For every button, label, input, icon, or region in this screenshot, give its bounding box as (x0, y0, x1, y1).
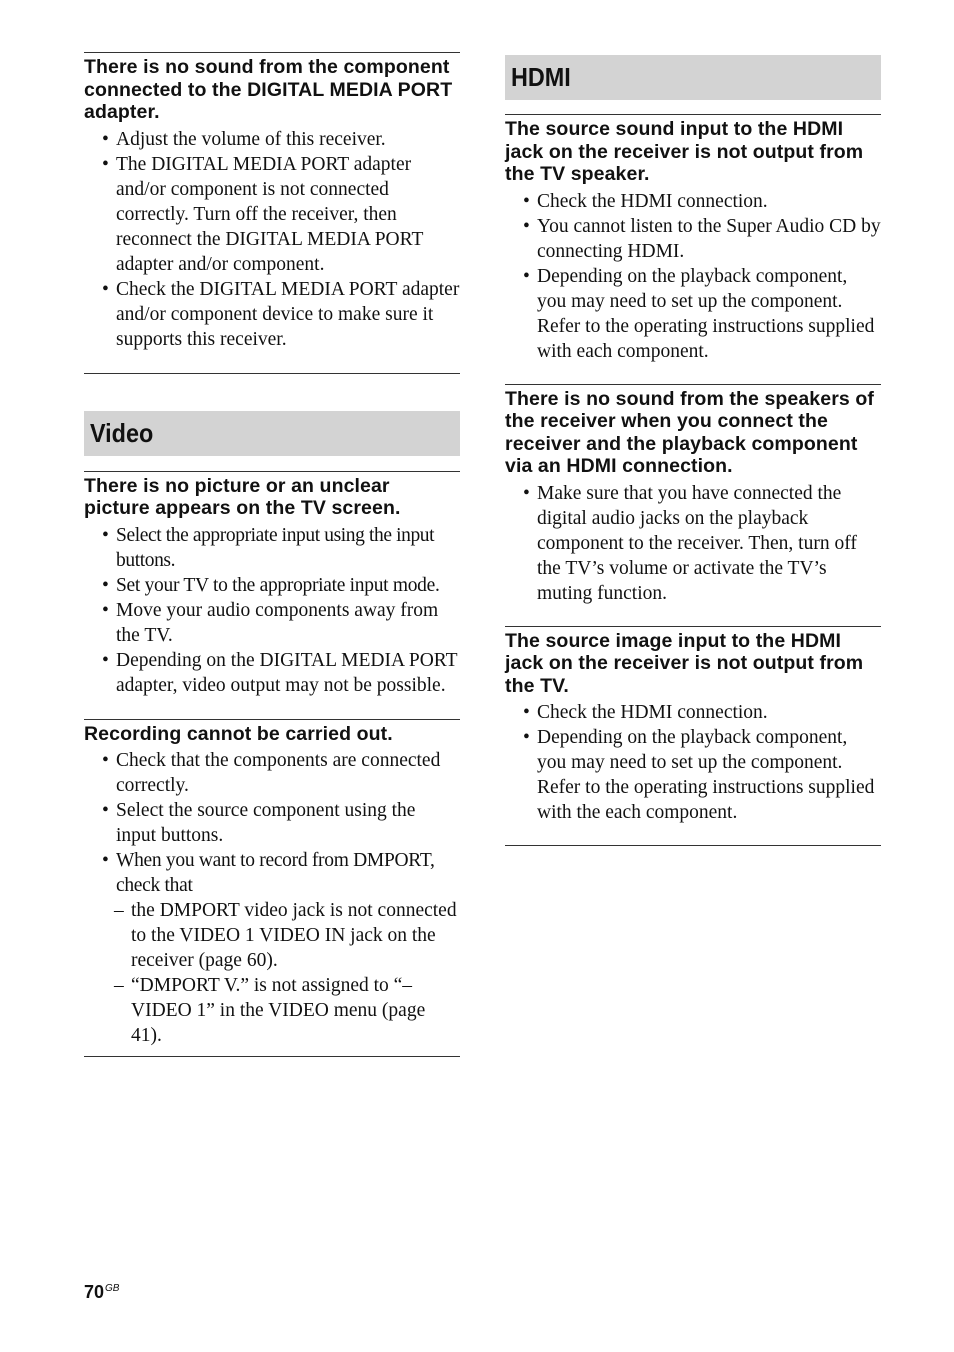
list-item: • Check that the components are connected correctly. (102, 750, 441, 796)
section-heading: The source image input to the HDMI jack on the receiver is not output from the TV. (505, 629, 864, 697)
list-item: • Depending on the DIGITAL MEDIA PORT adapter, video output may not be possible. (102, 649, 458, 696)
bullet-list (505, 700, 881, 825)
list-item: • Move your audio components away from the TV. (102, 599, 439, 646)
list-item: • Make sure that you have connected the digital audio jacks on the playback component to the receiver. Then, turn off the TV’s volume or activate the TV’s muting function. (523, 482, 857, 604)
section-heading: The source sound input to the HDMI jack on the receiver is not output from the TV speaker. (505, 118, 864, 185)
section-rule (505, 845, 881, 846)
section-band-hdmi: HDMI (505, 55, 881, 100)
list-item: • Select the source component using the input buttons. (102, 800, 416, 846)
right-column (505, 55, 881, 846)
bullet-list (84, 127, 460, 352)
section-band-video: Video (84, 411, 460, 456)
list-item: • When you want to record from DMPORT, check that (102, 850, 435, 896)
list-item: • Check the DIGITAL MEDIA PORT adapter and/or component device to make sure it supports this receiver. (102, 278, 460, 350)
list-item: • Depending on the playback component, you may need to set up the component. Refer to the operating instructions supplied with each component. (523, 265, 875, 362)
list-item: • You cannot listen to the Super Audio CD by connecting HDMI. (523, 215, 881, 262)
list-item: • Check the HDMI connection. (523, 702, 768, 723)
page-number-suffix: GB (105, 1283, 120, 1294)
section-rule (84, 1056, 460, 1057)
list-item: • Adjust the volume of this receiver. (102, 128, 386, 150)
bullet-list (84, 748, 460, 1048)
left-column (84, 52, 460, 1057)
list-item: • Depending on the playback component, you may need to set up the component. Refer to the operating instructions supplied with the each component. (523, 727, 875, 823)
section-rule (84, 373, 460, 374)
list-item: • Select the appropriate input using the input buttons. (102, 524, 435, 571)
bullet-list (505, 189, 881, 364)
list-item: • The DIGITAL MEDIA PORT adapter and/or component is not connected correctly. Turn off the receiver, then reconnect the DIGITAL MEDIA PORT adapter and/or component. (102, 153, 424, 275)
section-heading: Recording cannot be carried out. (84, 722, 393, 745)
bullet-list (505, 481, 881, 606)
page-number-value: 70 (84, 1282, 105, 1302)
list-item: • Set your TV to the appropriate input mode. (102, 574, 440, 596)
section-heading: There is no picture or an unclear picture appears on the TV screen. (84, 474, 401, 519)
sub-list-item: – “DMPORT V.” is not assigned to “–VIDEO 1” in the VIDEO menu (page 41). (114, 975, 426, 1046)
section-heading: There is no sound from the speakers of the receiver when you connect the receiver and the playback component via an HDMI connection. (505, 387, 874, 477)
page-number (84, 1282, 119, 1303)
list-item: • Check the HDMI connection. (523, 190, 768, 212)
sub-list-item: – the DMPORT video jack is not connected to the VIDEO 1 VIDEO IN jack on the receiver (page 60). (114, 900, 457, 971)
section-heading: There is no sound from the component connected to the DIGITAL MEDIA PORT adapter. (84, 56, 453, 123)
bullet-list (84, 523, 460, 698)
